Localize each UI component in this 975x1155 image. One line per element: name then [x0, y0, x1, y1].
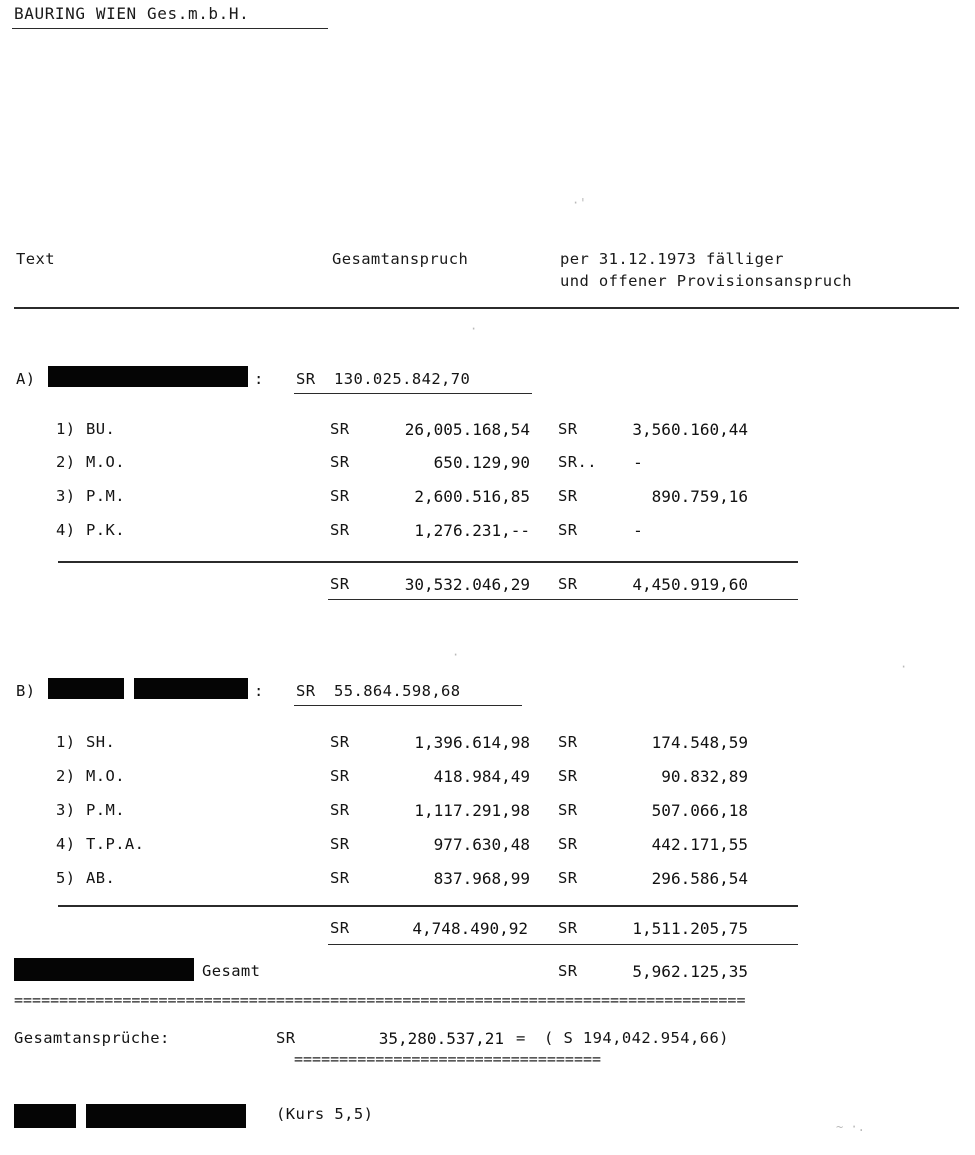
- row-a1-val2: 3,560.160,44: [632, 420, 748, 439]
- subtotal-a-val2: 4,450.919,60: [632, 575, 748, 594]
- row-a3-label: P.M.: [86, 487, 125, 505]
- row-b3-label: P.M.: [86, 801, 125, 819]
- column-header-text: Text: [16, 250, 55, 268]
- row-b2-no: 2): [56, 767, 76, 785]
- row-b4-label: T.P.A.: [86, 835, 145, 853]
- redaction-bar-a: [48, 366, 248, 387]
- row-b1-val1: 1,396.614,98: [414, 733, 530, 752]
- double-rule-final: ==================================: [294, 1050, 602, 1068]
- row-a4-val2: -: [633, 521, 643, 540]
- column-header-per-line1: per 31.12.1973 fälliger: [560, 250, 784, 268]
- section-a-currency: SR: [296, 370, 316, 388]
- row-b5-no: 5): [56, 869, 76, 887]
- row-b2-cur2: SR: [558, 767, 578, 785]
- stray-mark-4: ·: [900, 660, 908, 674]
- row-b3-val2: 507.066,18: [651, 801, 748, 820]
- final-label: Gesamtansprüche:: [14, 1029, 170, 1047]
- section-a-letter: A): [16, 370, 36, 388]
- subtotal-a-cur2: SR: [558, 575, 578, 593]
- row-b1-label: SH.: [86, 733, 116, 751]
- row-b3-val1: 1,117.291,98: [414, 801, 530, 820]
- section-a-colon: :: [254, 370, 264, 388]
- row-a2-cur1: SR: [330, 453, 350, 471]
- row-a3-val1: 2,600.516,85: [414, 487, 530, 506]
- row-a3-cur2: SR: [558, 487, 578, 505]
- row-b2-label: M.O.: [86, 767, 125, 785]
- row-a3-no: 3): [56, 487, 76, 505]
- row-a4-label: P.K.: [86, 521, 125, 539]
- row-a1-cur1: SR: [330, 420, 350, 438]
- subtotal-a-val1: 30,532.046,29: [404, 575, 530, 594]
- stray-mark-2: ·: [470, 322, 478, 336]
- final-converted: ( S 194,042.954,66): [544, 1029, 729, 1047]
- row-b5-val1: 837.968,99: [433, 869, 530, 888]
- column-header-gesamtanspruch: Gesamtanspruch: [332, 250, 469, 268]
- row-b3-no: 3): [56, 801, 76, 819]
- header-divider: [14, 307, 959, 309]
- row-b2-cur1: SR: [330, 767, 350, 785]
- redaction-bar-b2: [134, 678, 248, 699]
- final-currency: SR: [276, 1029, 296, 1047]
- stray-mark: ·': [572, 196, 587, 210]
- row-a1-cur2: SR: [558, 420, 578, 438]
- row-b4-no: 4): [56, 835, 76, 853]
- row-b3-cur2: SR: [558, 801, 578, 819]
- section-b-subtotal-underline: [328, 944, 798, 945]
- row-a1-val1: 26,005.168,54: [404, 420, 530, 439]
- section-b-subtotal-rule: [58, 905, 798, 907]
- row-b5-cur1: SR: [330, 869, 350, 887]
- subtotal-b-cur1: SR: [330, 919, 350, 937]
- redaction-bar-footer1: [14, 1104, 76, 1128]
- subtotal-a-cur1: SR: [330, 575, 350, 593]
- row-a1-label: BU.: [86, 420, 116, 438]
- section-b-total-underline: [294, 705, 522, 706]
- row-a3-cur1: SR: [330, 487, 350, 505]
- section-a-subtotal-underline: [328, 599, 798, 600]
- row-b4-cur1: SR: [330, 835, 350, 853]
- row-b4-cur2: SR: [558, 835, 578, 853]
- row-b1-cur1: SR: [330, 733, 350, 751]
- row-a4-cur1: SR: [330, 521, 350, 539]
- row-b2-val2: 90.832,89: [661, 767, 748, 786]
- row-b5-val2: 296.586,54: [651, 869, 748, 888]
- section-b-currency: SR: [296, 682, 316, 700]
- company-name: BAURING WIEN Ges.m.b.H.: [14, 4, 250, 23]
- section-b-letter: B): [16, 682, 36, 700]
- redaction-bar-grand: [14, 958, 194, 981]
- final-equals: =: [516, 1029, 526, 1047]
- row-b1-no: 1): [56, 733, 76, 751]
- row-b1-val2: 174.548,59: [651, 733, 748, 752]
- row-a1-no: 1): [56, 420, 76, 438]
- row-b2-val1: 418.984,49: [433, 767, 530, 786]
- rate-note: (Kurs 5,5): [276, 1105, 374, 1123]
- grand-label: Gesamt: [202, 962, 261, 980]
- subtotal-b-val1: 4,748.490,92: [412, 919, 528, 938]
- final-value: 35,280.537,21: [378, 1029, 504, 1048]
- row-a4-no: 4): [56, 521, 76, 539]
- column-header-per-line2: und offener Provisionsanspruch: [560, 272, 852, 290]
- section-a-total-claim: 130.025.842,70: [334, 370, 471, 388]
- redaction-bar-b1: [48, 678, 124, 699]
- row-a2-label: M.O.: [86, 453, 125, 471]
- subtotal-b-cur2: SR: [558, 919, 578, 937]
- row-a2-val1: 650.129,90: [433, 453, 530, 472]
- redaction-bar-footer2: [86, 1104, 246, 1128]
- row-b4-val1: 977.630,48: [433, 835, 530, 854]
- company-name-underline: [12, 28, 328, 29]
- grand-value: 5,962.125,35: [632, 962, 748, 981]
- subtotal-b-val2: 1,511.205,75: [632, 919, 748, 938]
- row-b3-cur1: SR: [330, 801, 350, 819]
- row-a2-cur2: SR..: [558, 453, 597, 471]
- stray-mark-3: ·: [452, 648, 460, 662]
- row-b5-cur2: SR: [558, 869, 578, 887]
- row-a3-val2: 890.759,16: [651, 487, 748, 506]
- section-a-subtotal-rule: [58, 561, 798, 563]
- stray-mark-5: ~ ·.: [836, 1120, 865, 1134]
- section-b-total-claim: 55.864.598,68: [334, 682, 461, 700]
- section-b-colon: :: [254, 682, 264, 700]
- row-b5-label: AB.: [86, 869, 116, 887]
- row-b1-cur2: SR: [558, 733, 578, 751]
- row-a2-val2: -: [633, 453, 643, 472]
- section-a-total-underline: [294, 393, 532, 394]
- double-rule-full: =================================================================================: [14, 991, 746, 1009]
- row-a4-cur2: SR: [558, 521, 578, 539]
- row-a2-no: 2): [56, 453, 76, 471]
- grand-currency: SR: [558, 962, 578, 980]
- row-a4-val1: 1,276.231,--: [414, 521, 530, 540]
- row-b4-val2: 442.171,55: [651, 835, 748, 854]
